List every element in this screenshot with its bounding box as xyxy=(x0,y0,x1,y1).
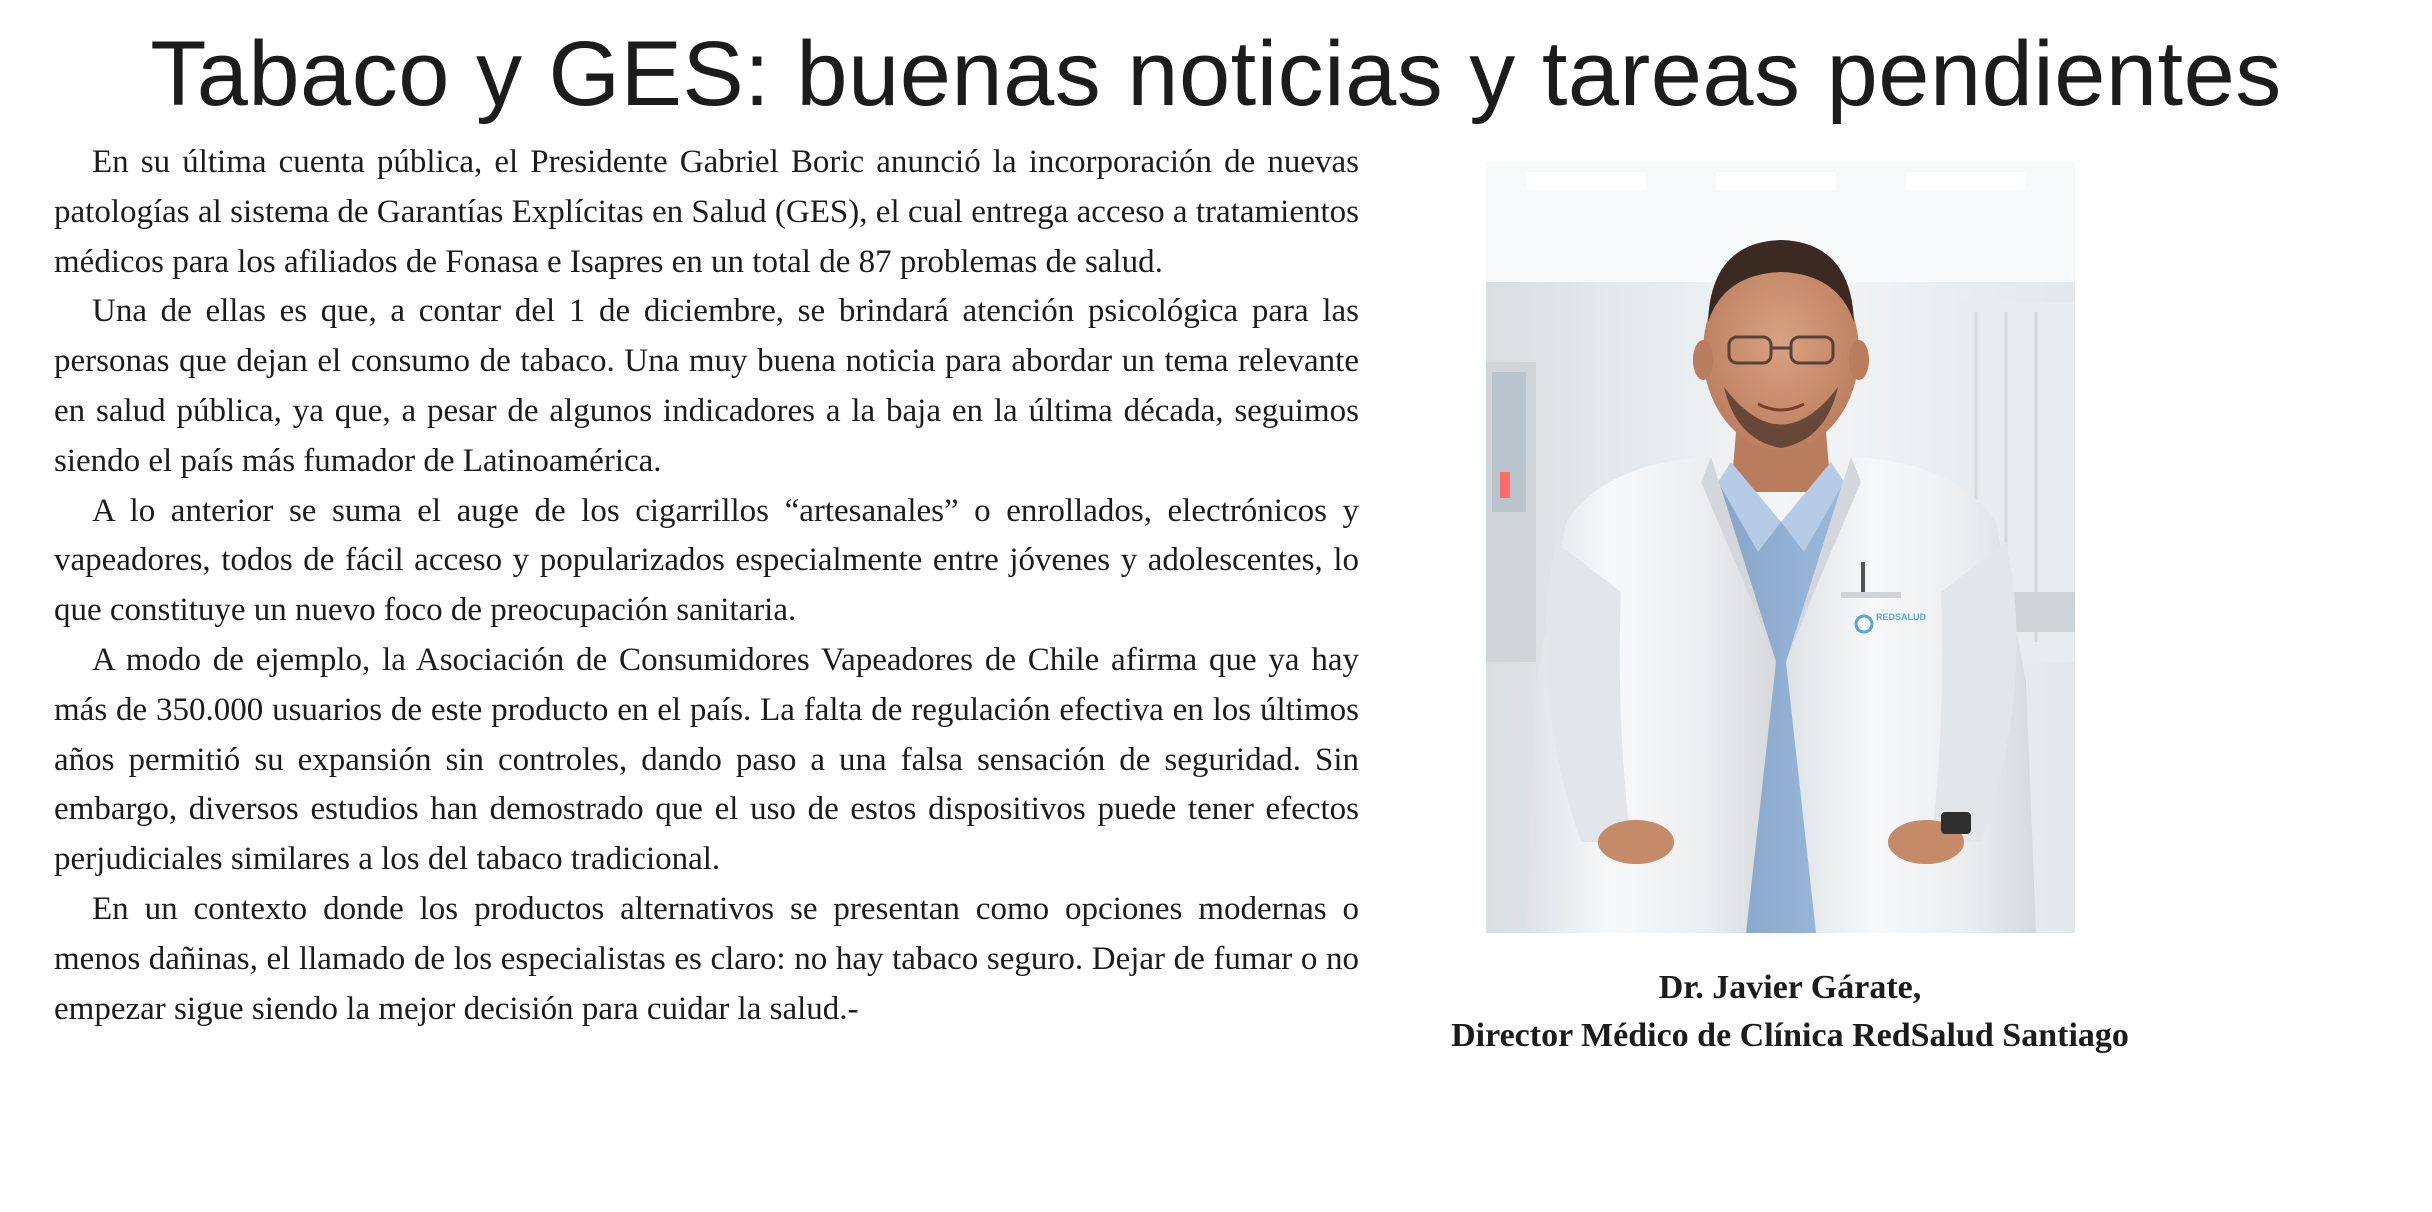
doctor-portrait-illustration xyxy=(1486,162,2075,933)
article-paragraph: En su última cuenta pública, el Presidente Gabriel Boric anunció la incorporación de nuevas patologías al sistema de Garantías Explícitas en Salud (GES), el cual entrega acceso a tratamientos médicos para los afiliados de Fonasa e Isapres en un total de 87 problemas de salud. xyxy=(54,144,1359,280)
photo-caption xyxy=(1440,964,2140,1060)
article-paragraph: A modo de ejemplo, la Asociación de Consumidores Vapeadores de Chile afirma que ya hay más de 350.000 usuarios de este producto en el país. La falta de regulación efectiva en los últimos años permitió su expansión sin controles, dando paso a una falsa sensación de seguridad. Sin embargo, diversos estudios han demostrado que el uso de estos dispositivos puede tener efectos perjudiciales similares a los del tabaco tradicional. xyxy=(54,641,1359,878)
caption-name: Dr. Javier Gárate, xyxy=(1658,969,1922,1006)
article-paragraph: En un contexto donde los productos alternativos se presentan como opciones modernas o menos dañinas, el llamado de los especialistas es claro: no hay tabaco seguro. Dejar de fumar o no empezar sigue siendo la mejor decisión para cuidar la salud.- xyxy=(54,890,1359,1027)
article-body xyxy=(54,138,1359,1034)
article-paragraph: A lo anterior se suma el auge de los cigarrillos “artesanales” o enrollados, electrónicos y vapeadores, todos de fácil acceso y popularizados especialmente entre jóvenes y adolescentes, lo que constituye un nuevo foco de preocupación sanitaria. xyxy=(54,492,1359,629)
article-paragraph: Una de ellas es que, a contar del 1 de diciembre, se brindará atención psicológica para las personas que dejan el consumo de tabaco. Una muy buena noticia para abordar un tema relevante en salud pública, ya que, a pesar de algunos indicadores a la baja en la última década, seguimos siendo el país más fumador de Latinoamérica. xyxy=(54,293,1359,479)
doctor-portrait-photo xyxy=(1486,162,2075,933)
headline: Tabaco y GES: buenas noticias y tareas pendientes xyxy=(150,23,2282,125)
coat-logo-text: REDSALUD xyxy=(1876,612,1927,622)
caption-title: Director Médico de Clínica RedSalud Santiago xyxy=(1451,1017,2129,1054)
